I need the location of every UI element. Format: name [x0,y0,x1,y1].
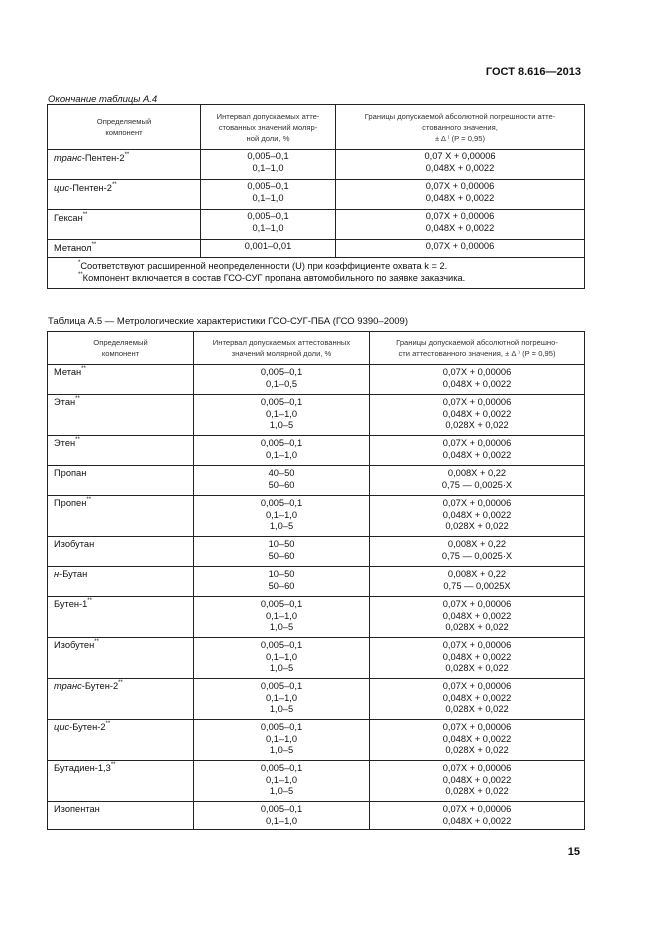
component-prefix: транс [54,153,82,163]
error-bound-cell [370,496,585,537]
error-bound-cell [370,679,585,720]
interval-value: 0,005–0,1 [260,804,303,814]
interval-value: 0,005–0,1 [260,438,303,448]
component-cell [48,436,194,466]
interval-cell [194,597,370,638]
error-bound-cell [336,150,585,180]
interval-value: 1,0–5 [269,521,294,532]
footnote-marker: ** [94,639,99,645]
component-name: -Бутен-2 [81,681,119,691]
interval-cell [194,537,370,567]
table-row [48,537,585,567]
interval-value: 0,1–1,0 [252,192,284,203]
error-bound-value: 0,048X + 0,0022 [442,774,512,785]
header-line: Определяемый [93,338,148,347]
error-bound-value: 0,028X + 0,022 [445,704,509,715]
error-bound-value: 0,028X + 0,022 [445,745,509,756]
component-name: -Бутен-2 [69,722,106,732]
header-line: значений молярной доли, % [231,349,332,358]
error-bound-value: 0,048X + 0,0022 [425,222,495,233]
footnote-marker: ** [75,437,80,443]
error-bound-value: 0,75 — 0,0025X [443,580,511,591]
interval-value: 0,005–0,1 [260,722,303,732]
interval-value: 1,0–5 [269,786,294,797]
table-a4-continuation-caption: Окончание таблицы А.4 [48,94,158,105]
error-bound-cell [370,802,585,830]
interval-value: 0,1–1,0 [265,733,298,744]
table-row [48,496,585,537]
header-interval [194,332,370,365]
note-text: Соответствуют расширенной неопределенности (U) при коэффициенте охвата k = 2. [80,261,448,271]
interval-value: 0,005–0,1 [260,640,303,650]
interval-value: 0,005–0,1 [247,181,289,191]
interval-cell [201,150,336,180]
component-name: -Бутан [59,569,88,579]
component-name: Этан [54,397,76,407]
interval-value: 0,005–0,1 [260,763,303,773]
component-name: Пропан [54,468,87,478]
component-name: Гексан [54,213,83,223]
component-cell [48,150,201,180]
header-line: Интервал допускаемых аттестованных [212,338,351,347]
component-cell [48,365,194,395]
table-a5 [47,331,585,830]
error-bound-value: 0,048X + 0,0022 [442,610,512,621]
error-bound-value: 0,75 — 0,0025·X [441,479,513,490]
component-prefix: н [54,569,60,579]
table-row [48,365,585,395]
table-row [48,210,585,240]
error-bound-value: 0,75 — 0,0025·X [441,550,513,561]
interval-cell [201,180,336,210]
interval-cell [201,210,336,240]
interval-value: 1,0–5 [269,745,294,756]
interval-value: 1,0–5 [269,663,294,674]
component-name: Изобутан [54,539,95,549]
interval-value: 0,005–0,1 [260,681,303,691]
interval-cell [194,720,370,761]
error-bound-value: 0,048X + 0,0022 [442,408,512,419]
table-row [48,567,585,597]
error-bound-cell [336,240,585,258]
interval-cell [194,761,370,802]
table-row [48,761,585,802]
error-bound-value: 0,028X + 0,022 [445,420,509,431]
component-cell [48,679,194,720]
interval-value: 10–50 [268,569,295,579]
error-bound-value: 0,07X + 0,00006 [425,241,495,251]
error-bound-value: 0,07 X + 0,00006 [424,151,496,161]
page-number: 15 [567,846,580,858]
error-bound-value: 0,07X + 0,00006 [442,763,512,773]
table-a4-notes [48,258,585,289]
table-row [48,150,585,180]
table-row [48,466,585,496]
component-cell [48,567,194,597]
table-row [48,597,585,638]
interval-value: 1,0–5 [269,622,294,633]
interval-value: 0,005–0,1 [260,599,303,609]
footnote-marker: ** [91,242,97,248]
error-bound-value: 0,048X + 0,0022 [425,162,495,173]
error-bound-value: 0,028X + 0,022 [445,622,509,633]
interval-value: 40–50 [268,468,295,478]
footnote-marker: ** [81,366,86,372]
table-row [48,802,585,830]
component-cell [48,720,194,761]
error-bound-value: 0,048X + 0,0022 [442,733,512,744]
error-bound-value: 0,028X + 0,022 [445,786,509,797]
component-cell [48,395,194,436]
error-bound-value: 0,048X + 0,0022 [442,449,512,460]
table-row [48,180,585,210]
error-bound-value: 0,07X + 0,00006 [442,438,512,448]
component-name: -Пентен-2 [69,183,112,193]
table-row [48,720,585,761]
component-name: Метанол [54,243,92,253]
interval-value: 0,001–0,01 [244,241,292,251]
component-name: -Пентен-2 [81,153,125,163]
error-bound-cell [370,567,585,597]
interval-value: 50–60 [268,550,295,561]
interval-value: 0,005–0,1 [247,151,289,161]
component-cell [48,496,194,537]
interval-value: 0,005–0,1 [260,498,303,508]
component-name: Пропен [54,498,87,508]
interval-value: 0,1–1,0 [265,509,298,520]
error-bound-value: 0,07X + 0,00006 [442,804,512,814]
header-line: компонент [101,349,140,358]
error-bound-value: 0,028X + 0,022 [445,663,509,674]
interval-value: 0,1–1,0 [252,222,284,233]
header-line: Интервал допускаемых атте- [216,111,320,121]
error-bound-value: 0,048X + 0,0022 [442,815,512,826]
interval-value: 0,005–0,1 [260,367,303,377]
error-bound-value: 0,07X + 0,00006 [442,599,512,609]
error-bound-cell [370,466,585,496]
header-line: Границы допускаемой абсолютной погрешности атте- [364,111,556,121]
table-a4-notes-row [48,258,585,289]
error-bound-value: 0,048X + 0,0022 [442,651,512,662]
interval-cell [194,802,370,830]
interval-value: 1,0–5 [269,704,294,715]
interval-value: 0,1–1,0 [265,449,298,460]
note-text: Компонент включается в состав ГСО-СУГ пропана автомобильного по заявке заказчика. [82,272,466,283]
table-a4 [47,104,585,289]
component-cell [48,537,194,567]
interval-value: 0,1–1,0 [265,815,298,826]
component-cell [48,240,201,258]
error-bound-cell [370,720,585,761]
header-line: ной доли, % [246,133,290,143]
component-cell [48,210,201,240]
table-a5-title: Таблица А.5 — Метрологические характеристики ГСО-СУГ-ПБА (ГСО 9390–2009) [48,316,408,327]
component-name: Бутадиен-1,3 [54,763,111,773]
footnote-marker: ** [86,497,92,503]
interval-value: 50–60 [268,479,295,490]
error-bound-value: 0,07X + 0,00006 [425,211,495,221]
interval-value: 0,1–0,5 [265,378,298,389]
header-component [48,105,201,150]
error-bound-value: 0,07X + 0,00006 [442,397,512,407]
footnote-marker: ** [87,598,92,604]
component-name: Метан [54,367,82,377]
error-bound-value: 0,008X + 0,22 [447,569,507,579]
error-bound-value: 0,07X + 0,00006 [442,367,512,377]
component-prefix: цис [54,183,70,193]
header-line: стованных значений моляр- [218,122,318,132]
note-marker: * [78,260,81,266]
component-cell [48,802,194,830]
interval-cell [194,496,370,537]
interval-value: 0,1–1,0 [252,162,284,173]
header-error-bounds [336,105,585,150]
error-bound-value: 0,048X + 0,0022 [442,378,512,389]
table-row [48,240,585,258]
interval-cell [194,638,370,679]
interval-value: 0,005–0,1 [247,211,289,221]
interval-value: 0,1–1,0 [265,774,298,785]
error-bound-value: 0,048X + 0,0022 [425,192,495,203]
table-a5-header-row [48,332,585,365]
header-interval [201,105,336,150]
component-prefix: цис [54,722,70,732]
component-name: Этен [54,438,76,448]
footnote-marker: ** [111,182,117,188]
interval-cell [194,395,370,436]
header-line: компонент [105,128,143,137]
table-a4-header-row [48,105,585,150]
interval-cell [194,679,370,720]
interval-value: 1,0–5 [269,420,294,431]
component-cell [48,597,194,638]
header-line: Определяемый [96,117,152,126]
interval-cell [201,240,336,258]
error-bound-value: 0,048X + 0,0022 [442,692,512,703]
footnote-marker: ** [110,762,116,768]
error-bound-cell [370,761,585,802]
header-component [48,332,194,365]
footnote-marker: ** [118,680,123,686]
table-row [48,395,585,436]
header-line: стованного значения, [422,122,498,132]
interval-cell [194,365,370,395]
error-bound-cell [370,537,585,567]
header-error-bounds [370,332,585,365]
header-line: ± Δ ⁾ (P = 0,95) [434,133,485,143]
error-bound-value: 0,07X + 0,00006 [442,681,512,691]
error-bound-cell [370,395,585,436]
interval-value: 0,005–0,1 [260,397,303,407]
footnote-marker: ** [75,396,80,402]
component-cell [48,466,194,496]
error-bound-value: 0,07X + 0,00006 [442,498,512,508]
footnote-marker: ** [124,152,130,158]
component-cell [48,180,201,210]
table-row [48,679,585,720]
interval-value: 0,1–1,0 [265,610,298,621]
interval-cell [194,436,370,466]
footnote-marker: ** [82,212,88,218]
interval-value: 0,1–1,0 [265,692,298,703]
error-bound-value: 0,008X + 0,22 [447,468,507,478]
interval-value: 0,1–1,0 [265,651,298,662]
error-bound-value: 0,07X + 0,00006 [442,722,512,732]
error-bound-value: 0,07X + 0,00006 [425,181,495,191]
error-bound-value: 0,008X + 0,22 [447,539,507,549]
header-line: сти аттестованного значения, ± Δ ⁾ (P = 0,95) [398,349,556,358]
error-bound-cell [336,210,585,240]
note-line [78,261,578,273]
note-marker: ** [78,271,83,278]
footnote-marker: ** [105,721,111,727]
interval-cell [194,567,370,597]
interval-cell [194,466,370,496]
error-bound-value: 0,028X + 0,022 [445,521,509,532]
error-bound-cell [336,180,585,210]
header-line: Границы допускаемой абсолютной погрешно- [396,338,558,347]
interval-value: 0,1–1,0 [265,408,298,419]
error-bound-cell [370,436,585,466]
interval-value: 50–60 [268,580,295,591]
error-bound-value: 0,048X + 0,0022 [442,509,512,520]
error-bound-value: 0,07X + 0,00006 [442,640,512,650]
error-bound-cell [370,638,585,679]
table-row [48,638,585,679]
component-name: Изопентан [54,804,100,814]
note-line [78,273,578,285]
interval-value: 10–50 [268,539,295,549]
error-bound-cell [370,365,585,395]
component-cell [48,761,194,802]
component-cell [48,638,194,679]
component-prefix: транс [54,681,82,691]
table-row [48,436,585,466]
error-bound-cell [370,597,585,638]
component-name: Изобутен [54,640,95,650]
standard-number: ГОСТ 8.616—2013 [485,66,581,78]
component-name: Бутен-1 [54,599,88,609]
